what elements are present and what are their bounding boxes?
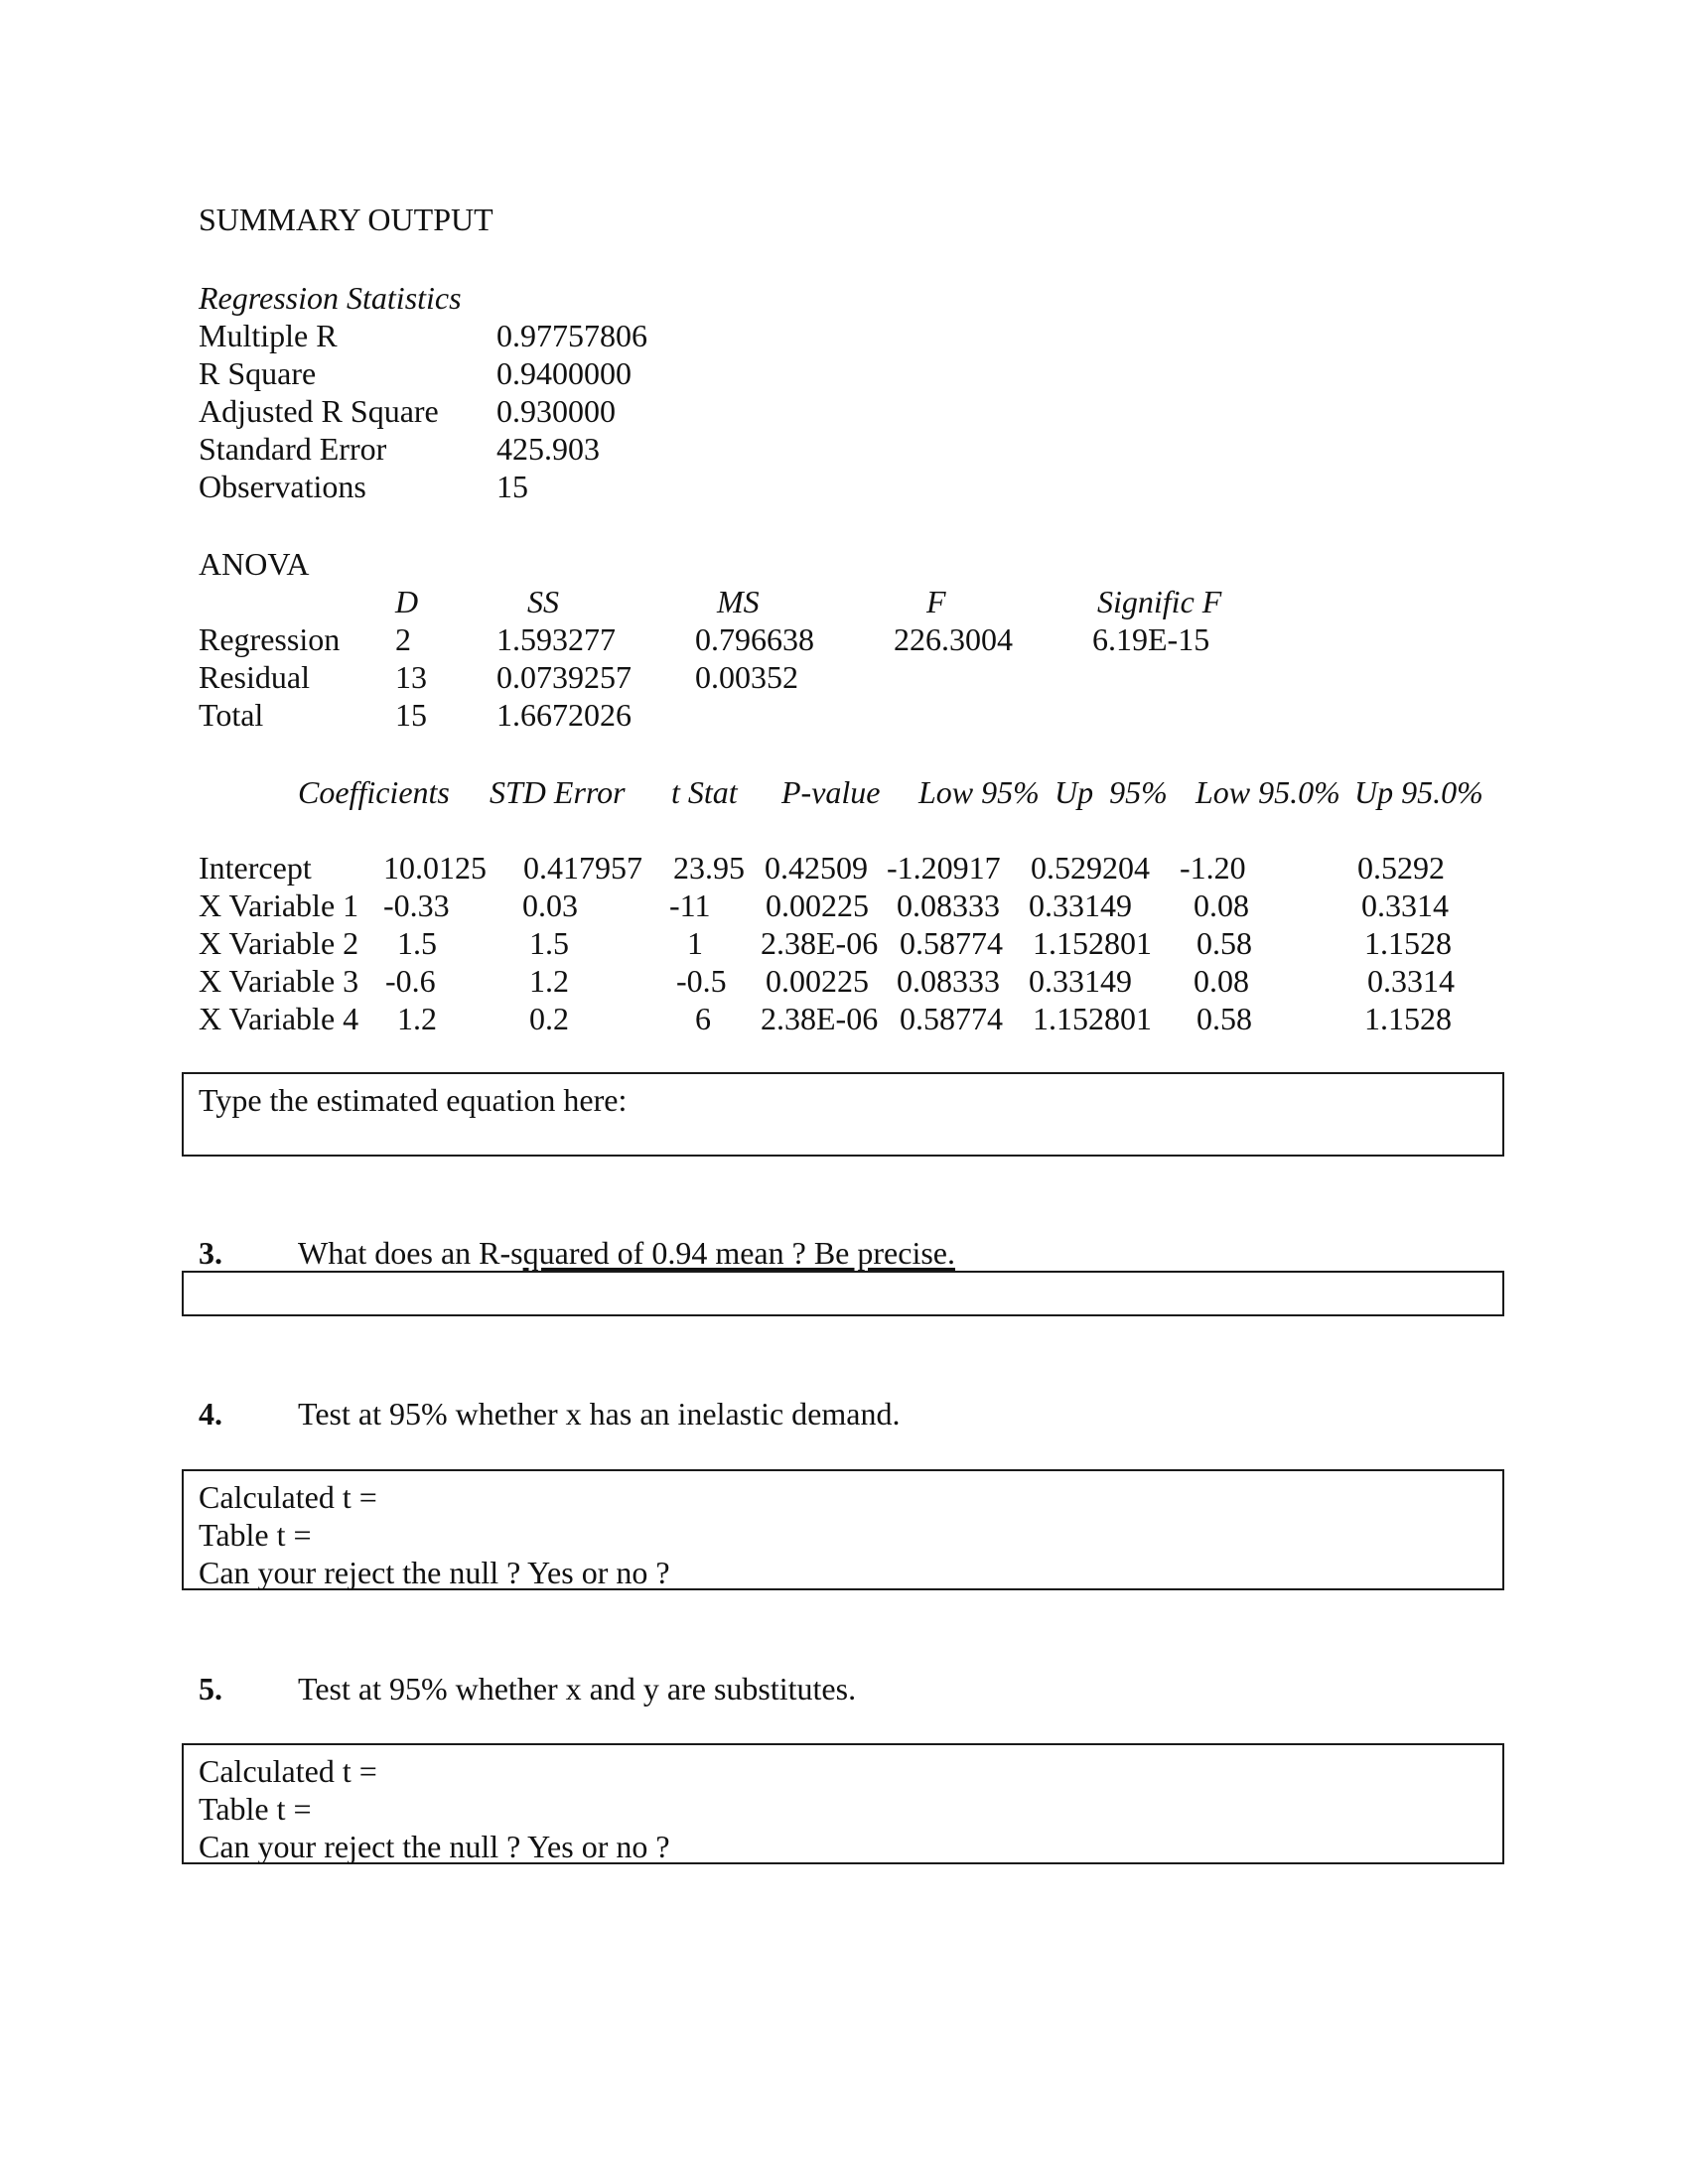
coef-header-coefficients: Coefficients bbox=[298, 774, 450, 810]
coef-cell-up2: 0.3314 bbox=[1367, 963, 1455, 999]
coef-cell-up2: 1.1528 bbox=[1364, 925, 1452, 961]
coef-cell-low2: 0.08 bbox=[1194, 887, 1249, 923]
stat-label-r-square: R Square bbox=[199, 355, 317, 391]
coef-cell-up2: 0.3314 bbox=[1361, 887, 1449, 923]
coef-cell-t: -11 bbox=[669, 887, 711, 923]
coef-cell-t: -0.5 bbox=[676, 963, 727, 999]
coef-header-t-stat: t Stat bbox=[671, 774, 738, 810]
stat-value-standard-error: 425.903 bbox=[496, 431, 600, 467]
coef-cell-se: 1.5 bbox=[529, 925, 569, 961]
question-3-text-start: What does an R-s bbox=[298, 1235, 523, 1271]
coef-cell-up2: 0.5292 bbox=[1357, 850, 1445, 886]
coef-cell-low2: 0.08 bbox=[1194, 963, 1249, 999]
coef-cell-coef: -0.6 bbox=[385, 963, 436, 999]
question-4-calculated-t: Calculated t = bbox=[199, 1479, 377, 1515]
question-4-reject-null: Can your reject the null ? Yes or no ? bbox=[199, 1555, 670, 1590]
coef-cell-t: 6 bbox=[695, 1001, 711, 1036]
anova-header-df: D bbox=[395, 584, 419, 619]
question-3-number: 3. bbox=[199, 1235, 222, 1271]
stat-label-multiple-r: Multiple R bbox=[199, 318, 338, 353]
anova-cell-ss: 1.593277 bbox=[496, 621, 616, 657]
equation-box-label: Type the estimated equation here: bbox=[199, 1082, 628, 1118]
coef-cell-low: 0.08333 bbox=[897, 887, 1000, 923]
anova-cell-df: 13 bbox=[395, 659, 427, 695]
question-3-answer-box[interactable] bbox=[182, 1271, 1504, 1316]
coef-cell-low2: -1.20 bbox=[1180, 850, 1246, 886]
anova-cell-ms: 0.796638 bbox=[695, 621, 814, 657]
page-title: SUMMARY OUTPUT bbox=[199, 202, 493, 237]
coef-cell-se: 1.2 bbox=[529, 963, 569, 999]
anova-row-label: Residual bbox=[199, 659, 310, 695]
coef-row-label: X Variable 4 bbox=[199, 1001, 359, 1036]
coef-header-std-error: STD Error bbox=[490, 774, 626, 810]
coef-row-label: Intercept bbox=[199, 850, 312, 886]
question-5-calculated-t: Calculated t = bbox=[199, 1753, 377, 1789]
regression-statistics-heading: Regression Statistics bbox=[199, 280, 462, 316]
coef-cell-coef: -0.33 bbox=[383, 887, 450, 923]
anova-header-signific-f: Signific F bbox=[1097, 584, 1222, 619]
question-5-text: Test at 95% whether x and y are substitutes. bbox=[298, 1671, 857, 1706]
coef-cell-se: 0.417957 bbox=[523, 850, 642, 886]
question-4-number: 4. bbox=[199, 1396, 222, 1432]
anova-cell-df: 2 bbox=[395, 621, 411, 657]
coef-cell-low: 0.58774 bbox=[900, 1001, 1003, 1036]
coef-cell-p: 2.38E-06 bbox=[761, 925, 879, 961]
equation-answer-box[interactable] bbox=[182, 1072, 1504, 1157]
anova-header-ms: MS bbox=[717, 584, 760, 619]
anova-header-ss: SS bbox=[527, 584, 559, 619]
question-4-table-t: Table t = bbox=[199, 1517, 312, 1553]
stat-value-multiple-r: 0.97757806 bbox=[496, 318, 647, 353]
anova-cell-df: 15 bbox=[395, 697, 427, 733]
coef-cell-p: 0.42509 bbox=[765, 850, 868, 886]
coef-header-low-95-0: Low 95.0% bbox=[1196, 774, 1340, 810]
stat-label-standard-error: Standard Error bbox=[199, 431, 387, 467]
coef-cell-se: 0.03 bbox=[522, 887, 578, 923]
coef-row-label: X Variable 1 bbox=[199, 887, 359, 923]
coef-cell-up: 0.33149 bbox=[1029, 963, 1132, 999]
stat-value-observations: 15 bbox=[496, 469, 528, 504]
coef-cell-coef: 1.2 bbox=[397, 1001, 437, 1036]
stat-value-adjusted-r-square: 0.930000 bbox=[496, 393, 616, 429]
anova-cell-ms: 0.00352 bbox=[695, 659, 798, 695]
stat-label-adjusted-r-square: Adjusted R Square bbox=[199, 393, 439, 429]
coef-header-p-value: P-value bbox=[781, 774, 881, 810]
coef-cell-t: 1 bbox=[687, 925, 703, 961]
coef-cell-p: 0.00225 bbox=[766, 887, 869, 923]
question-5-answer-box[interactable] bbox=[182, 1743, 1504, 1864]
coef-cell-low: -1.20917 bbox=[887, 850, 1001, 886]
coef-header-up-95: Up 95% bbox=[1055, 774, 1168, 810]
coef-cell-low: 0.58774 bbox=[900, 925, 1003, 961]
coef-row-label: X Variable 2 bbox=[199, 925, 359, 961]
stat-value-r-square: 0.9400000 bbox=[496, 355, 632, 391]
coef-cell-up: 0.529204 bbox=[1031, 850, 1150, 886]
question-5-table-t: Table t = bbox=[199, 1791, 312, 1827]
coef-cell-up: 0.33149 bbox=[1029, 887, 1132, 923]
coef-cell-se: 0.2 bbox=[529, 1001, 569, 1036]
coef-cell-t: 23.95 bbox=[673, 850, 745, 886]
question-4-answer-box[interactable] bbox=[182, 1469, 1504, 1590]
anova-cell-sig: 6.19E-15 bbox=[1092, 621, 1210, 657]
coef-cell-coef: 1.5 bbox=[397, 925, 437, 961]
stat-label-observations: Observations bbox=[199, 469, 366, 504]
coef-cell-p: 0.00225 bbox=[766, 963, 869, 999]
anova-row-label: Total bbox=[199, 697, 264, 733]
anova-row-label: Regression bbox=[199, 621, 341, 657]
question-5-reject-null: Can your reject the null ? Yes or no ? bbox=[199, 1829, 670, 1864]
coef-cell-coef: 10.0125 bbox=[383, 850, 487, 886]
coef-header-low-95: Low 95% bbox=[918, 774, 1040, 810]
coef-cell-p: 2.38E-06 bbox=[761, 1001, 879, 1036]
question-5-number: 5. bbox=[199, 1671, 222, 1706]
anova-cell-ss: 0.0739257 bbox=[496, 659, 632, 695]
coef-cell-low: 0.08333 bbox=[897, 963, 1000, 999]
anova-cell-ss: 1.6672026 bbox=[496, 697, 632, 733]
coef-cell-up2: 1.1528 bbox=[1364, 1001, 1452, 1036]
anova-heading: ANOVA bbox=[199, 546, 310, 582]
coef-cell-low2: 0.58 bbox=[1196, 925, 1252, 961]
coef-row-label: X Variable 3 bbox=[199, 963, 359, 999]
anova-cell-f: 226.3004 bbox=[894, 621, 1013, 657]
coef-cell-up: 1.152801 bbox=[1033, 925, 1152, 961]
anova-header-f: F bbox=[926, 584, 946, 619]
question-3-text-underlined: quared of 0.94 mean ? Be precise. bbox=[522, 1235, 955, 1271]
coef-cell-low2: 0.58 bbox=[1196, 1001, 1252, 1036]
coef-header-up-95-0: Up 95.0% bbox=[1354, 774, 1483, 810]
question-4-text: Test at 95% whether x has an inelastic demand. bbox=[298, 1396, 901, 1432]
question-3-text bbox=[298, 1237, 955, 1269]
coef-cell-up: 1.152801 bbox=[1033, 1001, 1152, 1036]
